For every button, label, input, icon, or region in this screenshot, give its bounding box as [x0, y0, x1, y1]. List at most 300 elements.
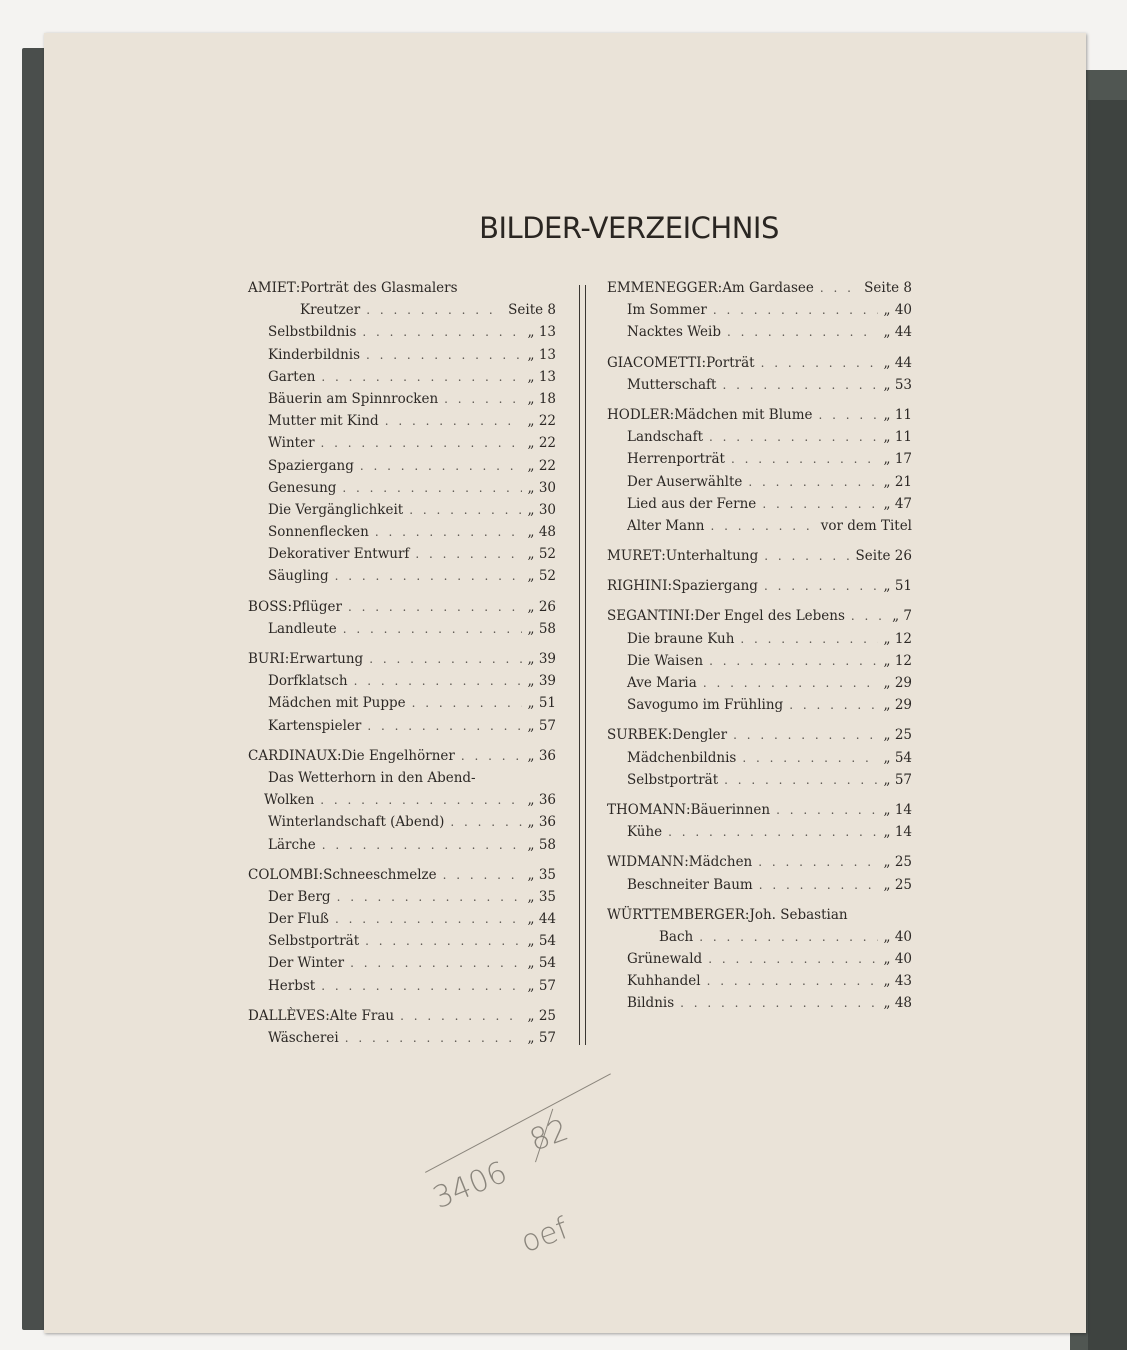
- artist-name: SURBEK: [607, 727, 668, 744]
- leader-dots: [320, 793, 521, 807]
- column-divider: [579, 285, 586, 1045]
- leader-dots: [335, 569, 522, 583]
- leader-dots: [337, 890, 522, 904]
- artwork-title: Mädchen mit Puppe: [268, 695, 406, 712]
- index-line: [607, 355, 912, 377]
- index-line: [248, 814, 556, 836]
- artwork-title: Bäuerin am Spinnrocken: [268, 390, 439, 407]
- artwork-title: Ave Maria: [627, 675, 697, 691]
- index-line: [607, 407, 912, 429]
- artwork-title: Sonnenflecken: [268, 524, 369, 541]
- leader-dots: [707, 974, 878, 988]
- artist-separator: :: [684, 854, 689, 871]
- leader-dots: [724, 773, 877, 787]
- leader-dots: [742, 751, 877, 765]
- leader-dots: [350, 956, 521, 970]
- artist-separator: :: [667, 727, 673, 744]
- index-line: [248, 911, 556, 933]
- artwork-title: Bäuerinnen: [690, 801, 771, 818]
- leader-dots: [708, 952, 877, 966]
- index-line: [248, 933, 556, 955]
- index-entry: [607, 548, 912, 570]
- page-reference: „ 40: [883, 928, 912, 945]
- leader-dots: [748, 475, 877, 489]
- leader-dots: [450, 815, 521, 829]
- index-line-continued: [248, 302, 556, 324]
- artwork-title: Am Gardasee: [722, 280, 814, 296]
- artwork-title: Alte Frau: [329, 1007, 395, 1024]
- leader-dots: [342, 481, 521, 495]
- artwork-title: Erwartung: [289, 651, 364, 667]
- leader-dots: [759, 878, 878, 892]
- page-reference: „ 25: [527, 1007, 556, 1024]
- leader-dots: [443, 868, 522, 882]
- page-reference: „ 48: [527, 524, 556, 541]
- index-line: [607, 474, 912, 496]
- page-reference: „ 44: [527, 911, 556, 928]
- page-reference: „ 40: [883, 951, 912, 968]
- page-reference: vor dem Titel: [820, 517, 912, 534]
- index-line: [607, 697, 912, 719]
- artist-name: CARDINAUX: [248, 747, 337, 764]
- page-reference: Seite 8: [864, 280, 912, 296]
- artwork-title: Im Sommer: [627, 302, 707, 319]
- index-entry: [607, 407, 912, 540]
- artist-name: AMIET: [248, 280, 296, 296]
- page-reference: „ 30: [527, 479, 556, 496]
- artwork-title: Mutterschaft: [627, 376, 717, 393]
- page-reference: „ 35: [527, 866, 556, 883]
- leader-dots: [360, 459, 522, 473]
- index-entry: [607, 608, 912, 719]
- leader-dots: [731, 452, 878, 466]
- index-line: [248, 347, 556, 369]
- index-line: [248, 502, 556, 524]
- leader-dots: [375, 525, 522, 539]
- index-line: [607, 675, 912, 697]
- leader-dots: [365, 934, 521, 948]
- leader-dots: [680, 996, 877, 1010]
- index-entry: [248, 867, 556, 1000]
- page-reference: Seite 26: [855, 548, 912, 565]
- page-reference: „ 26: [527, 598, 556, 615]
- leader-dots: [354, 674, 522, 688]
- index-line: [248, 369, 556, 391]
- leader-dots: [345, 1031, 522, 1045]
- artist-name: HODLER: [607, 406, 670, 423]
- index-line: [248, 695, 556, 717]
- page-reference: „ 22: [527, 457, 556, 474]
- leader-dots: [444, 392, 521, 406]
- index-line: [248, 867, 556, 889]
- index-entry: [607, 578, 912, 600]
- index-line: [607, 877, 912, 899]
- index-line: [248, 978, 556, 1000]
- artist-name: COLOMBI: [248, 866, 319, 883]
- artwork-title: Schneeschmelze: [323, 866, 437, 883]
- artist-separator: :: [689, 608, 695, 625]
- index-column-right: [607, 280, 912, 1026]
- leader-dots: [722, 378, 877, 392]
- page-reference: Seite 8: [508, 302, 556, 319]
- artwork-title-continued: Kreutzer: [300, 302, 361, 319]
- artist-separator: :: [744, 906, 750, 923]
- leader-dots: [709, 654, 877, 668]
- index-line: [248, 621, 556, 643]
- leader-dots: [851, 609, 886, 623]
- index-line: [248, 524, 556, 546]
- index-line: [607, 496, 912, 518]
- index-line: [607, 727, 912, 749]
- leader-dots: [789, 698, 877, 712]
- artwork-title: Die braune Kuh: [627, 630, 735, 647]
- page-reference: „ 54: [527, 955, 556, 972]
- index-line: [607, 377, 912, 399]
- index-line: [248, 435, 556, 457]
- leader-dots: [461, 749, 522, 763]
- page-reference: „ 52: [527, 546, 556, 563]
- page-reference: „ 12: [883, 630, 912, 647]
- index-line: [607, 548, 912, 570]
- index-line: [607, 324, 912, 346]
- index-entry: [607, 355, 912, 399]
- page-reference: „ 18: [527, 390, 556, 407]
- leader-dots: [415, 547, 521, 561]
- page-reference: „ 14: [883, 824, 912, 841]
- page-reference: „ 13: [527, 346, 556, 363]
- artwork-title: Dekorativer Entwurf: [268, 546, 410, 563]
- artwork-title: Spaziergang: [268, 457, 354, 474]
- index-line: [607, 750, 912, 772]
- index-line: [248, 280, 556, 302]
- index-line: [248, 568, 556, 590]
- index-line: [248, 546, 556, 568]
- index-line-continued: [607, 929, 912, 951]
- artist-name: GIACOMETTI: [607, 354, 702, 371]
- artwork-title: Dorfklatsch: [268, 673, 348, 690]
- artwork-title: Mädchen mit Blume: [674, 406, 813, 423]
- artist-separator: :: [667, 578, 673, 595]
- artist-name: SEGANTINI: [607, 608, 690, 625]
- index-line: [248, 673, 556, 695]
- page-reference: „ 36: [527, 747, 556, 764]
- artist-separator: :: [287, 598, 293, 615]
- artwork-title: Die Vergänglichkeit: [268, 501, 404, 518]
- artist-separator: :: [701, 354, 707, 371]
- leader-dots: [348, 600, 522, 614]
- artist-separator: :: [325, 1007, 330, 1024]
- page-reference: „ 44: [883, 354, 912, 371]
- artwork-title: Beschneiter Baum: [627, 876, 753, 893]
- page-reference: „ 53: [883, 376, 912, 393]
- artwork-title: Dengler: [672, 727, 728, 744]
- leader-dots: [668, 825, 877, 839]
- index-line: [607, 302, 912, 324]
- artwork-title: Säugling: [268, 568, 329, 585]
- index-line: [248, 413, 556, 435]
- page-reference: „ 51: [527, 695, 556, 712]
- index-line: [248, 458, 556, 480]
- artist-separator: :: [669, 406, 675, 423]
- page-reference: „ 11: [883, 406, 912, 423]
- index-line: [607, 772, 912, 794]
- artist-name: MURET: [607, 548, 662, 565]
- leader-dots: [321, 370, 521, 384]
- artwork-title: Herrenporträt: [627, 451, 725, 468]
- page-reference: „ 39: [527, 673, 556, 690]
- artwork-title: Alter Mann: [627, 517, 705, 534]
- leader-dots: [362, 325, 521, 339]
- index-line: [607, 824, 912, 846]
- artwork-title: Joh. Sebastian: [749, 906, 848, 923]
- page-reference: „ 25: [883, 876, 912, 893]
- artist-name: EMMENEGGER: [607, 280, 718, 296]
- index-line: [248, 599, 556, 621]
- index-line: [248, 1030, 556, 1052]
- artwork-title-continued: Wolken: [264, 792, 315, 809]
- page-reference: „ 35: [527, 888, 556, 905]
- artwork-title: Pflüger: [292, 598, 342, 615]
- leader-dots: [713, 303, 878, 317]
- index-line: [607, 907, 912, 929]
- index-line: [248, 770, 556, 792]
- page-reference: „ 7: [892, 608, 912, 625]
- index-line: [607, 653, 912, 675]
- index-line: [248, 324, 556, 346]
- index-line: [607, 518, 912, 540]
- page-reference: „ 29: [883, 675, 912, 691]
- artwork-title: Selbstporträt: [627, 771, 719, 788]
- artwork-title: Mutter mit Kind: [268, 413, 379, 430]
- pencil-number: 3406: [428, 1154, 513, 1217]
- pencil-initials: oef: [516, 1210, 573, 1261]
- leader-dots: [699, 930, 877, 944]
- page-reference: „ 29: [883, 697, 912, 714]
- leader-dots: [740, 632, 877, 646]
- artwork-title: Spaziergang: [672, 578, 758, 595]
- page-reference: „ 12: [883, 652, 912, 669]
- artwork-title: Savogumo im Frühling: [627, 697, 784, 714]
- page-reference: „ 57: [527, 717, 556, 734]
- page-reference: „ 11: [883, 429, 912, 446]
- page-reference: „ 44: [883, 324, 912, 341]
- page-reference: „ 21: [883, 473, 912, 490]
- artwork-title: Winter: [268, 435, 315, 452]
- leader-dots: [400, 1009, 521, 1023]
- artwork-title: Lied aus der Ferne: [627, 495, 757, 512]
- artist-name: BOSS: [248, 598, 288, 615]
- leader-dots: [764, 549, 849, 563]
- leader-dots: [709, 430, 878, 444]
- leader-dots: [733, 728, 877, 742]
- artwork-title: Kinderbildnis: [268, 346, 361, 363]
- artwork-title: Der Engel des Lebens: [694, 608, 845, 625]
- index-line: [248, 955, 556, 977]
- index-line: [607, 451, 912, 473]
- index-line: [248, 837, 556, 859]
- artist-separator: :: [295, 280, 301, 296]
- leader-dots: [369, 652, 521, 666]
- page-reference: „ 22: [527, 435, 556, 452]
- leader-dots: [764, 579, 878, 593]
- index-line: [607, 608, 912, 630]
- page-reference: „ 57: [527, 1030, 556, 1046]
- artwork-title: Bildnis: [627, 995, 675, 1012]
- artist-name: WÜRTTEMBERGER: [607, 906, 745, 923]
- artwork-title: Der Auserwählte: [627, 473, 743, 490]
- leader-dots: [412, 696, 522, 710]
- page-reference: „ 36: [527, 792, 556, 809]
- index-line: [248, 889, 556, 911]
- artist-separator: :: [318, 866, 324, 883]
- index-line: [607, 951, 912, 973]
- artwork-title: Porträt des Glasmalers: [300, 280, 458, 296]
- leader-dots: [322, 838, 522, 852]
- page-reference: „ 52: [527, 568, 556, 585]
- artwork-title: Der Winter: [268, 955, 345, 972]
- artwork-title: Der Fluß: [268, 911, 329, 928]
- page-reference: „ 22: [527, 413, 556, 430]
- artwork-title: Porträt: [706, 354, 755, 371]
- page-reference: „ 14: [883, 801, 912, 818]
- page-reference: „ 40: [883, 302, 912, 319]
- index-column-left: [248, 280, 556, 1060]
- page-reference: „ 25: [883, 727, 912, 744]
- index-entry: [248, 280, 556, 591]
- index-entry: [607, 280, 912, 347]
- leader-dots: [321, 436, 522, 450]
- artwork-title: Genesung: [268, 479, 337, 496]
- leader-dots: [335, 912, 522, 926]
- artist-separator: :: [284, 651, 290, 667]
- artwork-title: Garten: [268, 368, 316, 385]
- page-reference: „ 36: [527, 814, 556, 831]
- leader-dots: [321, 979, 521, 993]
- index-line: [248, 1008, 556, 1030]
- artist-separator: :: [717, 280, 723, 296]
- page-reference: „ 58: [527, 836, 556, 853]
- page-reference: „ 30: [527, 501, 556, 518]
- artist-name: RIGHINI: [607, 578, 668, 595]
- artist-name: BURI: [248, 651, 285, 667]
- index-entry: [607, 854, 912, 898]
- artwork-title: Landleute: [268, 620, 337, 637]
- index-line: [248, 718, 556, 740]
- page-reference: „ 43: [883, 973, 912, 990]
- artist-name: DALLÈVES: [248, 1007, 326, 1024]
- artwork-title: Herbst: [268, 977, 316, 994]
- page-reference: „ 48: [883, 995, 912, 1012]
- page-reference: „ 54: [883, 749, 912, 766]
- artwork-title: Mädchenbildnis: [627, 749, 737, 766]
- portfolio-cover-shadow: [1088, 100, 1127, 1350]
- index-line: [607, 854, 912, 876]
- leader-dots: [367, 719, 521, 733]
- index-line: [607, 280, 912, 302]
- artwork-title: Selbstporträt: [268, 933, 360, 950]
- page-reference: „ 13: [527, 324, 556, 341]
- index-line: [248, 480, 556, 502]
- index-line: [248, 651, 556, 673]
- leader-dots: [762, 497, 877, 511]
- artwork-title: Grünewald: [627, 951, 703, 968]
- artwork-title: Die Waisen: [627, 652, 704, 669]
- index-line: [607, 578, 912, 600]
- artist-separator: :: [686, 801, 691, 818]
- page-reference: „ 39: [527, 651, 556, 667]
- artwork-title-continued: Bach: [659, 928, 694, 945]
- index-line: [607, 995, 912, 1017]
- index-entry: [248, 748, 556, 859]
- leader-dots: [711, 519, 815, 533]
- index-entry: [248, 1008, 556, 1052]
- artist-name: THOMANN: [607, 801, 687, 818]
- index-entry: [248, 599, 556, 643]
- page-reference: „ 51: [883, 578, 912, 595]
- page-reference: „ 54: [527, 933, 556, 950]
- index-line: [248, 391, 556, 413]
- artwork-title: Selbstbildnis: [268, 324, 357, 341]
- artwork-title: Die Engelhörner: [341, 747, 455, 764]
- leader-dots: [343, 622, 522, 636]
- artwork-title: Unterhaltung: [665, 548, 759, 565]
- leader-dots: [366, 303, 502, 317]
- index-entry: [607, 907, 912, 1018]
- index-line-continued: [248, 792, 556, 814]
- page-reference: „ 57: [883, 771, 912, 788]
- leader-dots: [409, 503, 521, 517]
- leader-dots: [385, 414, 522, 428]
- leader-dots: [820, 281, 858, 295]
- index-line: [607, 802, 912, 824]
- artwork-title: Nacktes Weib: [627, 324, 721, 341]
- page-reference: „ 13: [527, 368, 556, 385]
- leader-dots: [758, 855, 877, 869]
- leader-dots: [819, 408, 878, 422]
- leader-dots: [366, 348, 521, 362]
- artwork-title: Kühe: [627, 824, 663, 841]
- artist-name: WIDMANN: [607, 854, 685, 871]
- artwork-title: Der Berg: [268, 888, 331, 905]
- index-line: [607, 429, 912, 451]
- artwork-title: Wäscherei: [268, 1030, 339, 1046]
- artist-separator: :: [336, 747, 342, 764]
- artwork-title: Landschaft: [627, 429, 704, 446]
- index-entry: [248, 651, 556, 740]
- index-line: [248, 748, 556, 770]
- index-entry: [607, 727, 912, 794]
- page-title: BILDER-VERZEICHNIS: [479, 211, 779, 245]
- index-line: [607, 631, 912, 653]
- artwork-title: Kartenspieler: [268, 717, 362, 734]
- leader-dots: [776, 803, 877, 817]
- page-reference: „ 17: [883, 451, 912, 468]
- page-reference: „ 47: [883, 495, 912, 512]
- leader-dots: [727, 325, 878, 339]
- page-reference: „ 25: [883, 854, 912, 871]
- pencil-fraction: 82: [525, 1112, 574, 1159]
- page-reference: „ 58: [527, 620, 556, 637]
- index-entry: [607, 802, 912, 846]
- leader-dots: [761, 356, 878, 370]
- artwork-title: Kuhhandel: [627, 973, 701, 990]
- artist-separator: :: [661, 548, 666, 565]
- artwork-title: Mädchen: [688, 854, 753, 871]
- artwork-title: Winterlandschaft (Abend): [268, 814, 445, 831]
- artwork-title: Lärche: [268, 836, 316, 853]
- page-reference: „ 57: [527, 977, 556, 994]
- artwork-title: Das Wetterhorn in den Abend-: [268, 769, 476, 786]
